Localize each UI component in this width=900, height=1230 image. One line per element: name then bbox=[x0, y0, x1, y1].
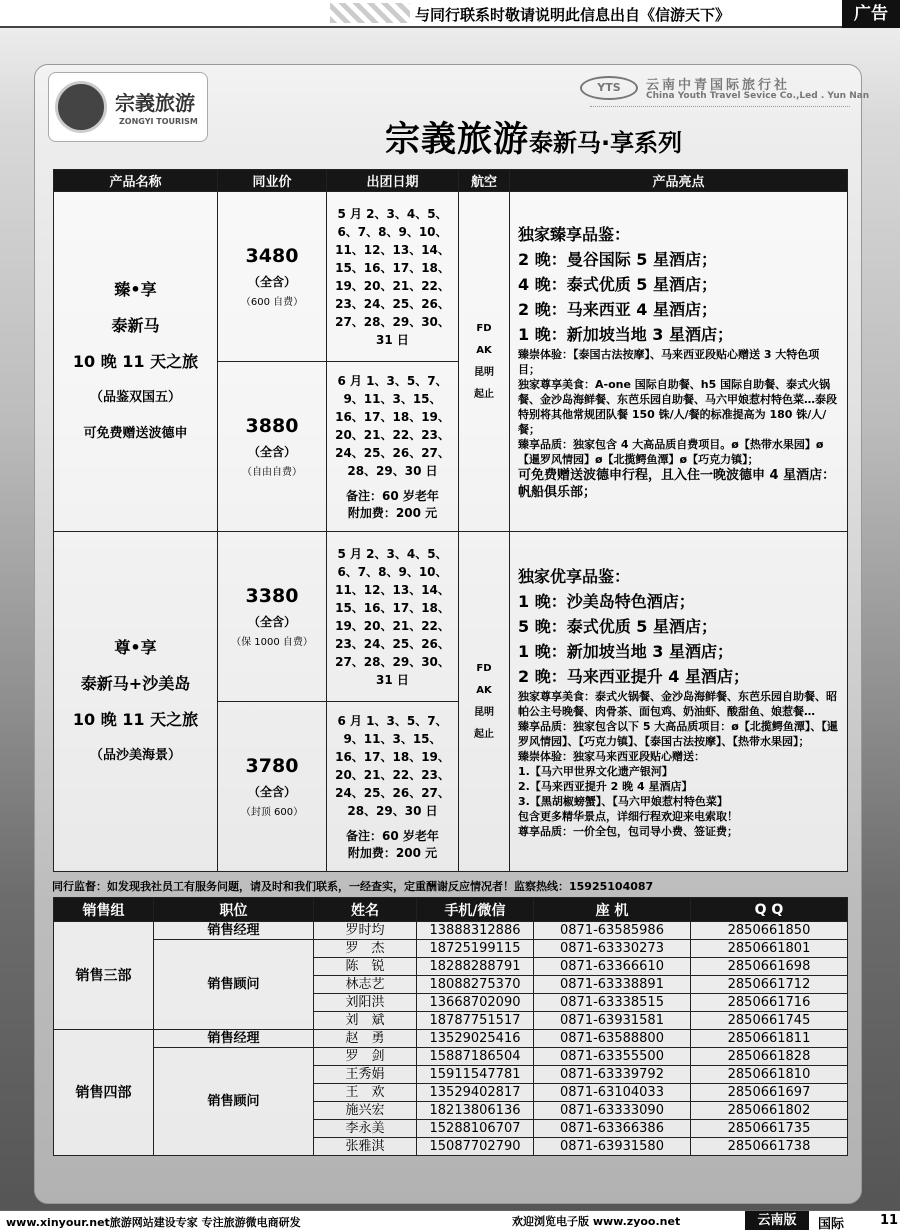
highlight-detail: 1.【马六甲世界文化遗产银河】 bbox=[518, 765, 673, 778]
highlights-cell bbox=[510, 532, 848, 872]
highlight-end: 尊享品质：一价全包，包司导小费、签证费； bbox=[518, 825, 738, 838]
header-highlights: 产品亮点 bbox=[510, 170, 848, 192]
person-name: 施兴宏 bbox=[314, 1102, 417, 1120]
airline-line: FD bbox=[476, 662, 492, 674]
highlight-title: 独家臻享品鉴： bbox=[518, 225, 631, 244]
product-row bbox=[54, 192, 848, 362]
product-name-note: （品鉴双国五） bbox=[89, 389, 181, 405]
mobile-number: 15087702790 bbox=[417, 1138, 534, 1156]
airline-line: AK bbox=[476, 684, 492, 696]
price-note: （封顶 600） bbox=[240, 806, 304, 818]
date-note: 备注：60 岁老年 bbox=[346, 488, 439, 503]
header-role: 职位 bbox=[154, 898, 314, 922]
price-cell bbox=[218, 362, 327, 532]
qq-number: 2850661810 bbox=[691, 1066, 848, 1084]
qq-number: 2850661712 bbox=[691, 976, 848, 994]
price-note: （600 自费） bbox=[240, 296, 304, 308]
sales-group: 销售四部 bbox=[54, 1030, 154, 1156]
qq-number: 2850661801 bbox=[691, 940, 848, 958]
airline-line: FD bbox=[476, 322, 492, 334]
mobile-number: 15288106707 bbox=[417, 1120, 534, 1138]
highlight-main: 1 晚：新加坡当地 3 星酒店； bbox=[518, 325, 733, 344]
landline-number: 0871-63104033 bbox=[534, 1084, 691, 1102]
header-dates: 出团日期 bbox=[327, 170, 459, 192]
ad-tag: 广告 bbox=[842, 0, 900, 28]
landline-number: 0871-63330273 bbox=[534, 940, 691, 958]
highlights-cell bbox=[510, 192, 848, 532]
product-name-line: 泰新马+沙美岛 bbox=[80, 673, 191, 693]
dates-cell bbox=[327, 362, 459, 532]
logo-en: ZONGYI TOURISM bbox=[119, 117, 198, 126]
highlight-end: 可免费赠送波德申行程，且入住一晚波德申 4 星酒店：帆船俱乐部； bbox=[518, 468, 836, 500]
dates-cell bbox=[327, 702, 459, 872]
price-value: 3880 bbox=[245, 414, 299, 437]
person-name: 罗时均 bbox=[314, 922, 417, 940]
mobile-number: 18725199115 bbox=[417, 940, 534, 958]
person-name: 罗 杰 bbox=[314, 940, 417, 958]
date-list: 6 月 1、3、5、7、9、11、3、15、16、17、18、19、20、21、22、23、24、25、26、27、28、29、30 日 bbox=[335, 373, 450, 478]
date-note: 备注：60 岁老年 bbox=[346, 828, 439, 843]
mobile-number: 18088275370 bbox=[417, 976, 534, 994]
person-name: 张雅淇 bbox=[314, 1138, 417, 1156]
product-name-cell bbox=[54, 192, 218, 532]
person-name: 王 欢 bbox=[314, 1084, 417, 1102]
qq-number: 2850661811 bbox=[691, 1030, 848, 1048]
highlight-detail: 包含更多精华景点，详细行程欢迎来电索取！ bbox=[518, 810, 738, 823]
sales-role: 销售经理 bbox=[154, 1030, 314, 1048]
person-name: 李永美 bbox=[314, 1120, 417, 1138]
product-name-line: 泰新马 bbox=[111, 315, 160, 335]
airline-cell bbox=[459, 532, 510, 872]
page-number: 11 bbox=[880, 1213, 899, 1228]
product-name-line: 尊•享 bbox=[114, 637, 157, 657]
header-airline: 航空 bbox=[459, 170, 510, 192]
product-name-cell bbox=[54, 532, 218, 872]
highlight-detail: 臻崇体验：独家马来西亚段贴心赠送： bbox=[518, 750, 705, 763]
highlight-main: 5 晚：泰式优质 5 星酒店； bbox=[518, 617, 717, 636]
agency-en: China Youth Travel Sevice Co.,Led . Yun Nan bbox=[646, 91, 870, 101]
contact-header-row bbox=[54, 898, 848, 922]
date-list: 5 月 2、3、4、5、6、7、8、9、10、11、12、13、14、15、16、17、18、19、20、21、22、23、24、25、26、27、28、29、30、31 日 bbox=[335, 206, 450, 347]
person-name: 陈 锐 bbox=[314, 958, 417, 976]
header-landline: 座 机 bbox=[534, 898, 691, 922]
highlight-detail: 臻享品质：独家包含以下 5 大高品质项目：ø【北揽鳄鱼潭】、【暹罗风情园】、【巧克力镇】、【泰国古法按摩】、【热带水果园】； bbox=[518, 720, 838, 748]
highlight-main: 1 晚：新加坡当地 3 星酒店； bbox=[518, 642, 733, 661]
highlight-detail: 独家尊享美食：泰式火锅餐、金沙岛海鲜餐、东芭乐园自助餐、昭帕公主号晚餐、肉骨茶、面包鸡、奶油虾、酸甜鱼、娘惹餐… bbox=[518, 690, 837, 718]
highlight-detail: 臻享品质：独家包含 4 大高品质自费项目。ø【热带水果园】ø【暹罗风情园】ø【北揽鳄鱼潭】ø【巧克力镇】； bbox=[518, 438, 824, 466]
qq-number: 2850661697 bbox=[691, 1084, 848, 1102]
top-notice: 与同行联系时敬请说明此信息出自《信游天下》 bbox=[415, 6, 731, 24]
date-note: 附加费：200 元 bbox=[347, 845, 438, 860]
landline-number: 0871-63931581 bbox=[534, 1012, 691, 1030]
price-value: 3780 bbox=[245, 754, 299, 777]
header-price: 同业价 bbox=[218, 170, 327, 192]
qq-number: 2850661745 bbox=[691, 1012, 848, 1030]
highlight-main: 1 晚：沙美岛特色酒店； bbox=[518, 592, 695, 611]
zongyi-logo bbox=[48, 72, 208, 142]
header-mobile: 手机/微信 bbox=[417, 898, 534, 922]
supervision-line: 同行监督：如发现我社员工有服务问题，请及时和我们联系，一经查实，定重酬谢反应情况者！监察热线：15925104087 bbox=[52, 880, 654, 893]
landline-number: 0871-63338515 bbox=[534, 994, 691, 1012]
airline-line: AK bbox=[476, 344, 492, 356]
product-name-line: 臻•享 bbox=[114, 279, 157, 299]
sales-role: 销售经理 bbox=[154, 922, 314, 940]
airline-cell bbox=[459, 192, 510, 532]
footprint-logo-icon bbox=[55, 81, 107, 133]
landline-number: 0871-63588800 bbox=[534, 1030, 691, 1048]
date-list: 5 月 2、3、4、5、6、7、8、9、10、11、12、13、14、15、16、17、18、19、20、21、22、23、24、25、26、27、28、29、30、31 日 bbox=[335, 546, 450, 687]
header-group: 销售组 bbox=[54, 898, 154, 922]
contact-row bbox=[54, 1048, 848, 1066]
landline-number: 0871-63355500 bbox=[534, 1048, 691, 1066]
sales-role: 销售顾问 bbox=[154, 1048, 314, 1156]
person-name: 罗 剑 bbox=[314, 1048, 417, 1066]
mobile-number: 13668702090 bbox=[417, 994, 534, 1012]
person-name: 刘阳洪 bbox=[314, 994, 417, 1012]
airline-line: 起止 bbox=[474, 728, 494, 740]
title-main: 宗義旅游 bbox=[385, 120, 530, 160]
highlight-detail: 3.【黑胡椒螃蟹】、【马六甲娘惹村特色菜】 bbox=[518, 795, 728, 808]
mobile-number: 13888312886 bbox=[417, 922, 534, 940]
contact-table bbox=[53, 897, 848, 1156]
price-cell bbox=[218, 532, 327, 702]
date-list: 6 月 1、3、5、7、9、11、3、15、16、17、18、19、20、21、22、23、24、25、26、27、28、29、30 日 bbox=[335, 713, 450, 818]
price-type: （全含） bbox=[247, 444, 296, 459]
landline-number: 0871-63931580 bbox=[534, 1138, 691, 1156]
landline-number: 0871-63585986 bbox=[534, 922, 691, 940]
product-row bbox=[54, 532, 848, 702]
sales-group: 销售三部 bbox=[54, 922, 154, 1030]
header-product-name: 产品名称 bbox=[54, 170, 218, 192]
person-name: 赵 勇 bbox=[314, 1030, 417, 1048]
contact-row bbox=[54, 922, 848, 940]
agency-divider bbox=[590, 106, 850, 109]
highlight-detail: 独家尊享美食：A-one 国际自助餐、h5 国际自助餐、泰式火锅餐、金沙岛海鲜餐、东芭乐园自助餐、马六甲娘惹村特色菜…泰段特别将其他常规团队餐 150 铢/人/餐的标准提高为 180 铢/人/餐； bbox=[518, 378, 837, 436]
price-cell bbox=[218, 192, 327, 362]
landline-number: 0871-63338891 bbox=[534, 976, 691, 994]
mobile-number: 13529025416 bbox=[417, 1030, 534, 1048]
edition-tag: 云南版 bbox=[745, 1211, 809, 1230]
qq-number: 2850661735 bbox=[691, 1120, 848, 1138]
highlight-main: 4 晚：泰式优质 5 星酒店； bbox=[518, 275, 717, 294]
landline-number: 0871-63366610 bbox=[534, 958, 691, 976]
airline-line: 昆明 bbox=[474, 366, 494, 378]
person-name: 林志艺 bbox=[314, 976, 417, 994]
contact-row bbox=[54, 940, 848, 958]
mobile-number: 15887186504 bbox=[417, 1048, 534, 1066]
airline-line: 昆明 bbox=[474, 706, 494, 718]
qq-number: 2850661850 bbox=[691, 922, 848, 940]
product-table bbox=[53, 169, 848, 872]
qq-number: 2850661716 bbox=[691, 994, 848, 1012]
price-type: （全含） bbox=[247, 274, 296, 289]
checker-decoration bbox=[330, 3, 410, 23]
product-name-line: 10 晚 11 天之旅 bbox=[72, 709, 199, 729]
qq-number: 2850661802 bbox=[691, 1102, 848, 1120]
agency-cn: 云南中青国际旅行社 bbox=[646, 78, 791, 93]
mobile-number: 18288288791 bbox=[417, 958, 534, 976]
date-note: 附加费：200 元 bbox=[347, 505, 438, 520]
highlight-main: 2 晚：马来西亚提升 4 星酒店； bbox=[518, 667, 749, 686]
header-name: 姓名 bbox=[314, 898, 417, 922]
mobile-number: 15911547781 bbox=[417, 1066, 534, 1084]
highlight-detail: 2.【马来西亚提升 2 晚 4 星酒店】 bbox=[518, 780, 693, 793]
bottom-banner bbox=[0, 1210, 900, 1230]
landline-number: 0871-63339792 bbox=[534, 1066, 691, 1084]
dates-cell bbox=[327, 192, 459, 362]
price-note: （自由自费） bbox=[242, 466, 302, 478]
landline-number: 0871-63333090 bbox=[534, 1102, 691, 1120]
bottom-right-text: 欢迎浏览电子版 www.zyoo.net bbox=[512, 1215, 681, 1228]
highlight-title: 独家优享品鉴： bbox=[518, 567, 631, 586]
product-name-line: 10 晚 11 天之旅 bbox=[72, 351, 199, 371]
product-name-note: （品沙美海景） bbox=[89, 747, 181, 763]
page-title bbox=[385, 112, 682, 162]
price-value: 3480 bbox=[245, 244, 299, 267]
price-type: （全含） bbox=[247, 784, 296, 799]
price-cell bbox=[218, 702, 327, 872]
mobile-number: 18213806136 bbox=[417, 1102, 534, 1120]
highlight-main: 2 晚：曼谷国际 5 星酒店； bbox=[518, 250, 717, 269]
yts-mark: YTS bbox=[580, 76, 638, 100]
product-name-extra: 可免费赠送波德申 bbox=[83, 425, 188, 441]
logo-cn: 宗義旅游 bbox=[115, 91, 195, 115]
dates-cell bbox=[327, 532, 459, 702]
header-qq: Q Q bbox=[691, 898, 848, 922]
price-value: 3380 bbox=[245, 584, 299, 607]
highlight-detail: 臻崇体验：【泰国古法按摩】、马来西亚段贴心赠送 3 大特色项目； bbox=[518, 348, 820, 376]
landline-number: 0871-63366386 bbox=[534, 1120, 691, 1138]
title-sub: 泰新马·享系列 bbox=[529, 129, 683, 157]
sales-role: 销售顾问 bbox=[154, 940, 314, 1030]
mobile-number: 18787751517 bbox=[417, 1012, 534, 1030]
qq-number: 2850661738 bbox=[691, 1138, 848, 1156]
price-note: （保 1000 自费） bbox=[231, 636, 313, 648]
person-name: 王秀娟 bbox=[314, 1066, 417, 1084]
contact-row bbox=[54, 1030, 848, 1048]
mobile-number: 13529402817 bbox=[417, 1084, 534, 1102]
qq-number: 2850661698 bbox=[691, 958, 848, 976]
bottom-left-text: www.xinyour.net旅游网站建设专家 专注旅游微电商研发 bbox=[6, 1216, 301, 1229]
section-label: 国际 bbox=[818, 1217, 845, 1230]
product-header-row bbox=[54, 170, 848, 192]
qq-number: 2850661828 bbox=[691, 1048, 848, 1066]
person-name: 刘 斌 bbox=[314, 1012, 417, 1030]
price-type: （全含） bbox=[247, 614, 296, 629]
top-banner bbox=[0, 0, 900, 28]
highlight-main: 2 晚：马来西亚 4 星酒店； bbox=[518, 300, 717, 319]
airline-line: 起止 bbox=[474, 388, 494, 400]
